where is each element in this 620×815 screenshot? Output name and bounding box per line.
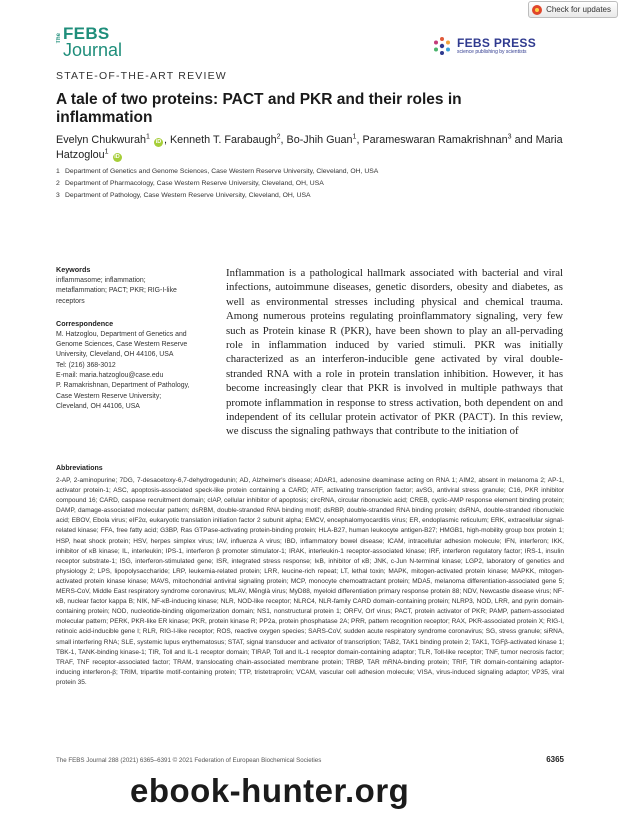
author-name-text: Parameswaran Ramakrishnan xyxy=(362,134,508,146)
affiliation-number: 1 xyxy=(56,168,60,175)
watermark-text: ebook-hunter.org xyxy=(130,772,410,809)
author-affiliation-marker: 1 xyxy=(352,133,357,141)
author-affiliation-marker: 2 xyxy=(276,133,281,141)
febs-press-logo xyxy=(432,36,536,56)
author-list: Evelyn Chukwurah$^1$ iD , Kenneth T. Farabaugh$^2$, Bo-Jhih Guan$^1$, Parameswaran Ramakrishnan$^3$ and Maria Hatzoglou$^1$ iD xyxy=(56,133,563,162)
correspondence-block xyxy=(56,319,198,413)
keyword-line: metaflammation; PACT; PKR; RIG-I-like xyxy=(56,287,177,295)
press-tagline: science publishing by scientists xyxy=(457,49,527,55)
author-name-text: Bo-Jhih Guan xyxy=(286,134,353,146)
febs-press-dots-icon xyxy=(432,36,452,56)
page-footer xyxy=(56,755,564,764)
abstract-text: Inflammation is a pathological hallmark associated with bacterial and viral infections, autoimmune diseases, genetic disorders, obesity and diabetes, as well as environmental stresses including physical and chemical trauma. Among numerous proteins regulating proinflammatory signaling, very few such as Protein kinase R (PKR), have been shown to play an all-pervading role in inflammation induced by varied stimuli. PKR was initially characterized as an interferon-inducible gene activated by viral double-stranded RNA with a role in protein translation inhibition. However, it has become increasingly clear that PKR is involved in multiple pathways that promote inflammation in response to stress activation, both dependent on and independent of its cellular protein activator of PKR (PACT). In this review, we discuss the signaling pathways that contribute to the initiation of xyxy=(226,267,563,438)
press-name: FEBS PRESS xyxy=(457,36,537,50)
author-name-text: and Maria Hatzoglou xyxy=(56,134,563,162)
keyword-line: receptors xyxy=(56,297,85,305)
author-name-text: Kenneth T. Farabaugh xyxy=(169,134,277,146)
footer-citation: The FEBS Journal 288 (2021) 6365–6391 © 2021 Federation of European Biochemical Societies xyxy=(56,757,322,764)
author-name xyxy=(287,134,357,146)
correspondence-line: University, Cleveland, OH 44106, USA xyxy=(56,351,174,359)
abbreviations-heading: Abbreviations xyxy=(56,465,103,472)
author-affiliation-marker: 1 xyxy=(104,148,109,156)
author-name-text: Evelyn Chukwurah xyxy=(56,134,147,146)
author-affiliation-marker: 1 xyxy=(146,133,150,141)
correspondence-line: P. Ramakrishnan, Department of Pathology, xyxy=(56,382,190,390)
keyword-line: inflammasome; inflammation; xyxy=(56,276,146,284)
journal-logo-the: The xyxy=(56,32,62,44)
affiliation-text: Department of Genetics and Genome Sciences, Case Western Reserve University, Cleveland, OH, USA xyxy=(65,168,379,175)
keywords-text xyxy=(56,276,198,307)
keywords-heading: Keywords xyxy=(56,265,91,274)
affiliation-number: 3 xyxy=(56,192,60,200)
author-affiliation-marker: 3 xyxy=(507,133,512,141)
journal-logo-journal: Journal xyxy=(63,40,123,61)
abbreviations-text: 2-AP, 2-aminopurine; 7DG, 7-desacetoxy-6,7-dehydrogedunin; AD, Alzheimer's disease; ADAR1, adenosine deaminase acting on RNA 1; AIM2, absent in melanoma 2; AP-1, activator protein-1; ASC, apoptosis-associated speck-like protein containing a CARD; ATF, activating transcription factor; avSG, antiviral stress granule; C16, PKR inhibitor compound 16; CARD, caspase recruitment domain; cIAP, cellular inhibitor of apoptosis; circRNA, circular ribonucleic acid; CREB, cyclic-AMP response element binding protein; DAMP, damage-associated molecular pattern; dsRBM, double-stranded RNA binding motif; dsRBP, double-stranded RNA binding protein; dsRNA, double-stranded ribonucleic acid; EBOV, Ebola virus; eIF2α, eukaryotic translation initiation factor 2 subunit alpha; EMCV, encephalomyocarditis virus; ER, endoplasmic reticulum; ERK, extracellular signal-related kinase; FFA, free fatty acid; G3BP, Ras GTPase-activating protein-binding protein; HLA-B27, human leukocyte antigen-B27; HMGB1, high-mobility group box protein 1; HSP, heat shock protein; HSV, herpes simplex virus; IAV, influenza A virus; IBD, inflammatory bowel disease; ICAM, intracellular adhesion molecule; IFN, interferon; IKK, inhibitor of κB kinase; IL, interleukin; IPS-1, interferon β promoter stimulator-1; IRAK, interleukin-1 receptor-associated kinase; IRF, interferon regulatory factor; IRS-1, insulin receptor substrate-1; ISG, interferon-stimulated gene; ISR, integrated stress response; IκB, inhibitor of κB; JNK, c-Jun N-terminal kinase; LGP2, laboratory of genetics and physiology 2; LPS, lipopolysaccharide; LRP, leukemia-related protein; LRR, leucine-rich repeat; LT, lethal toxin; MAPK, mitogen-activated protein kinase; MAPKK, mitogen-activated protein kinase kinase; MAVS, mitochondrial antiviral signaling protein; MCP, monocyte chemoattractant protein; MDA5, melanoma differentiation-associated gene 5; MERS-CoV, Middle East respiratory syndrome coronavirus; MLAV, Mĕnglà virus; MyD88, myeloid differentiation primary response protein 88; NDV, Newcastle disease virus; NF-κB, nuclear factor kappa B; NIK, NF-κB-inducing kinase; NLR, NOD-like receptor; NLRC4, NLR-family CARD domain-containing protein; NLRP3, NOD, LRR, and pyrin domain-containing protein; NOD, nucleotide-binding oligomerization domain; NS1, nonstructural protein 1; ORFV, Orf virus; PACT, protein activator of PKR; PAMP, pattern-associated molecular pattern; PERK, PKR-like ER kinase; PKR, protein kinase R; PP2a, protein phosphatase 2A; PRR, pattern recognition receptor; RAX, PKR-associated protein X; RIG-I, retinoic acid-inducible gene I; RLR, RIG-I-like receptor; ROS, reactive oxygen species; SARS-CoV, sudden acute respiratory syndrome coronavirus; SG, stress granule; siRNA, small interfering RNA; SLE, systemic lupus erythematosus; STAT, signal transducer and activator of transcription; TAB2, TAK1 binding protein 2; TAK1, TGFβ-activated kinase 1; TBK-1, TANK-binding kinase-1; TIR, Toll and IL-1 receptor domain; TIRAP, Toll and IL-1 receptor domain-containing adaptor; TLR, Toll-like receptor; TNF, tumor necrosis factor; TRAF, TNF receptor-associated factor; TRAM, translocating chain-associated membrane protein; TRBP, TAR mRNA-binding protein; TRIF, TIR domain-containing adaptor-inducing interferon-β; TRIM, tripartite motif-containing protein; TTP, tristetraprolin; VCAM, vascular cell adhesion molecule; VISA, virus-induced signaling adaptor; VP35, viral protein 35. xyxy=(56,477,564,686)
affiliation-item xyxy=(56,178,576,190)
affiliation-text: Department of Pathology, Case Western Reserve University, Cleveland, OH, USA xyxy=(65,192,311,200)
correspondence-line: Genome Sciences, Case Western Reserve xyxy=(56,341,188,349)
correspondence-text xyxy=(56,330,198,413)
keywords-block xyxy=(56,265,198,307)
correspondence-heading: Correspondence xyxy=(56,318,114,328)
check-for-updates-label: Check for updates xyxy=(546,5,611,14)
correspondence-line: Tel: (216) 368-3012 xyxy=(56,361,116,369)
affiliation-item xyxy=(56,190,576,202)
correspondence-line: Case Western Reserve University; xyxy=(56,392,162,400)
article-title: A tale of two proteins: PACT and PKR and their roles in inflammation xyxy=(56,91,462,127)
crossmark-icon xyxy=(532,5,542,15)
journal-logo-febs: FEBS xyxy=(63,24,110,43)
author-name xyxy=(170,134,281,146)
affiliation-text: Department of Pharmacology, Case Western Reserve University, Cleveland, OH, USA xyxy=(65,180,324,188)
correspondence-line: Cleveland, OH 44106, USA xyxy=(56,403,140,411)
orcid-icon[interactable]: iD xyxy=(155,139,162,145)
page-number: 6365 xyxy=(546,755,564,764)
author-name xyxy=(362,134,511,146)
check-for-updates-button[interactable] xyxy=(528,1,618,18)
affiliation-number: 2 xyxy=(56,180,60,188)
affiliation-item xyxy=(56,166,576,178)
author-name xyxy=(56,134,164,146)
orcid-icon[interactable]: iD xyxy=(114,154,120,161)
correspondence-line: M. Hatzoglou, Department of Genetics and xyxy=(56,330,187,338)
correspondence-line[interactable]: E-mail: maria.hatzoglou@case.edu xyxy=(56,372,164,380)
febs-journal-logo xyxy=(56,26,122,59)
article-type-label: STATE-OF-THE-ART REVIEW xyxy=(56,70,227,82)
affiliation-list xyxy=(56,166,576,203)
sidebar-metadata xyxy=(56,265,198,425)
